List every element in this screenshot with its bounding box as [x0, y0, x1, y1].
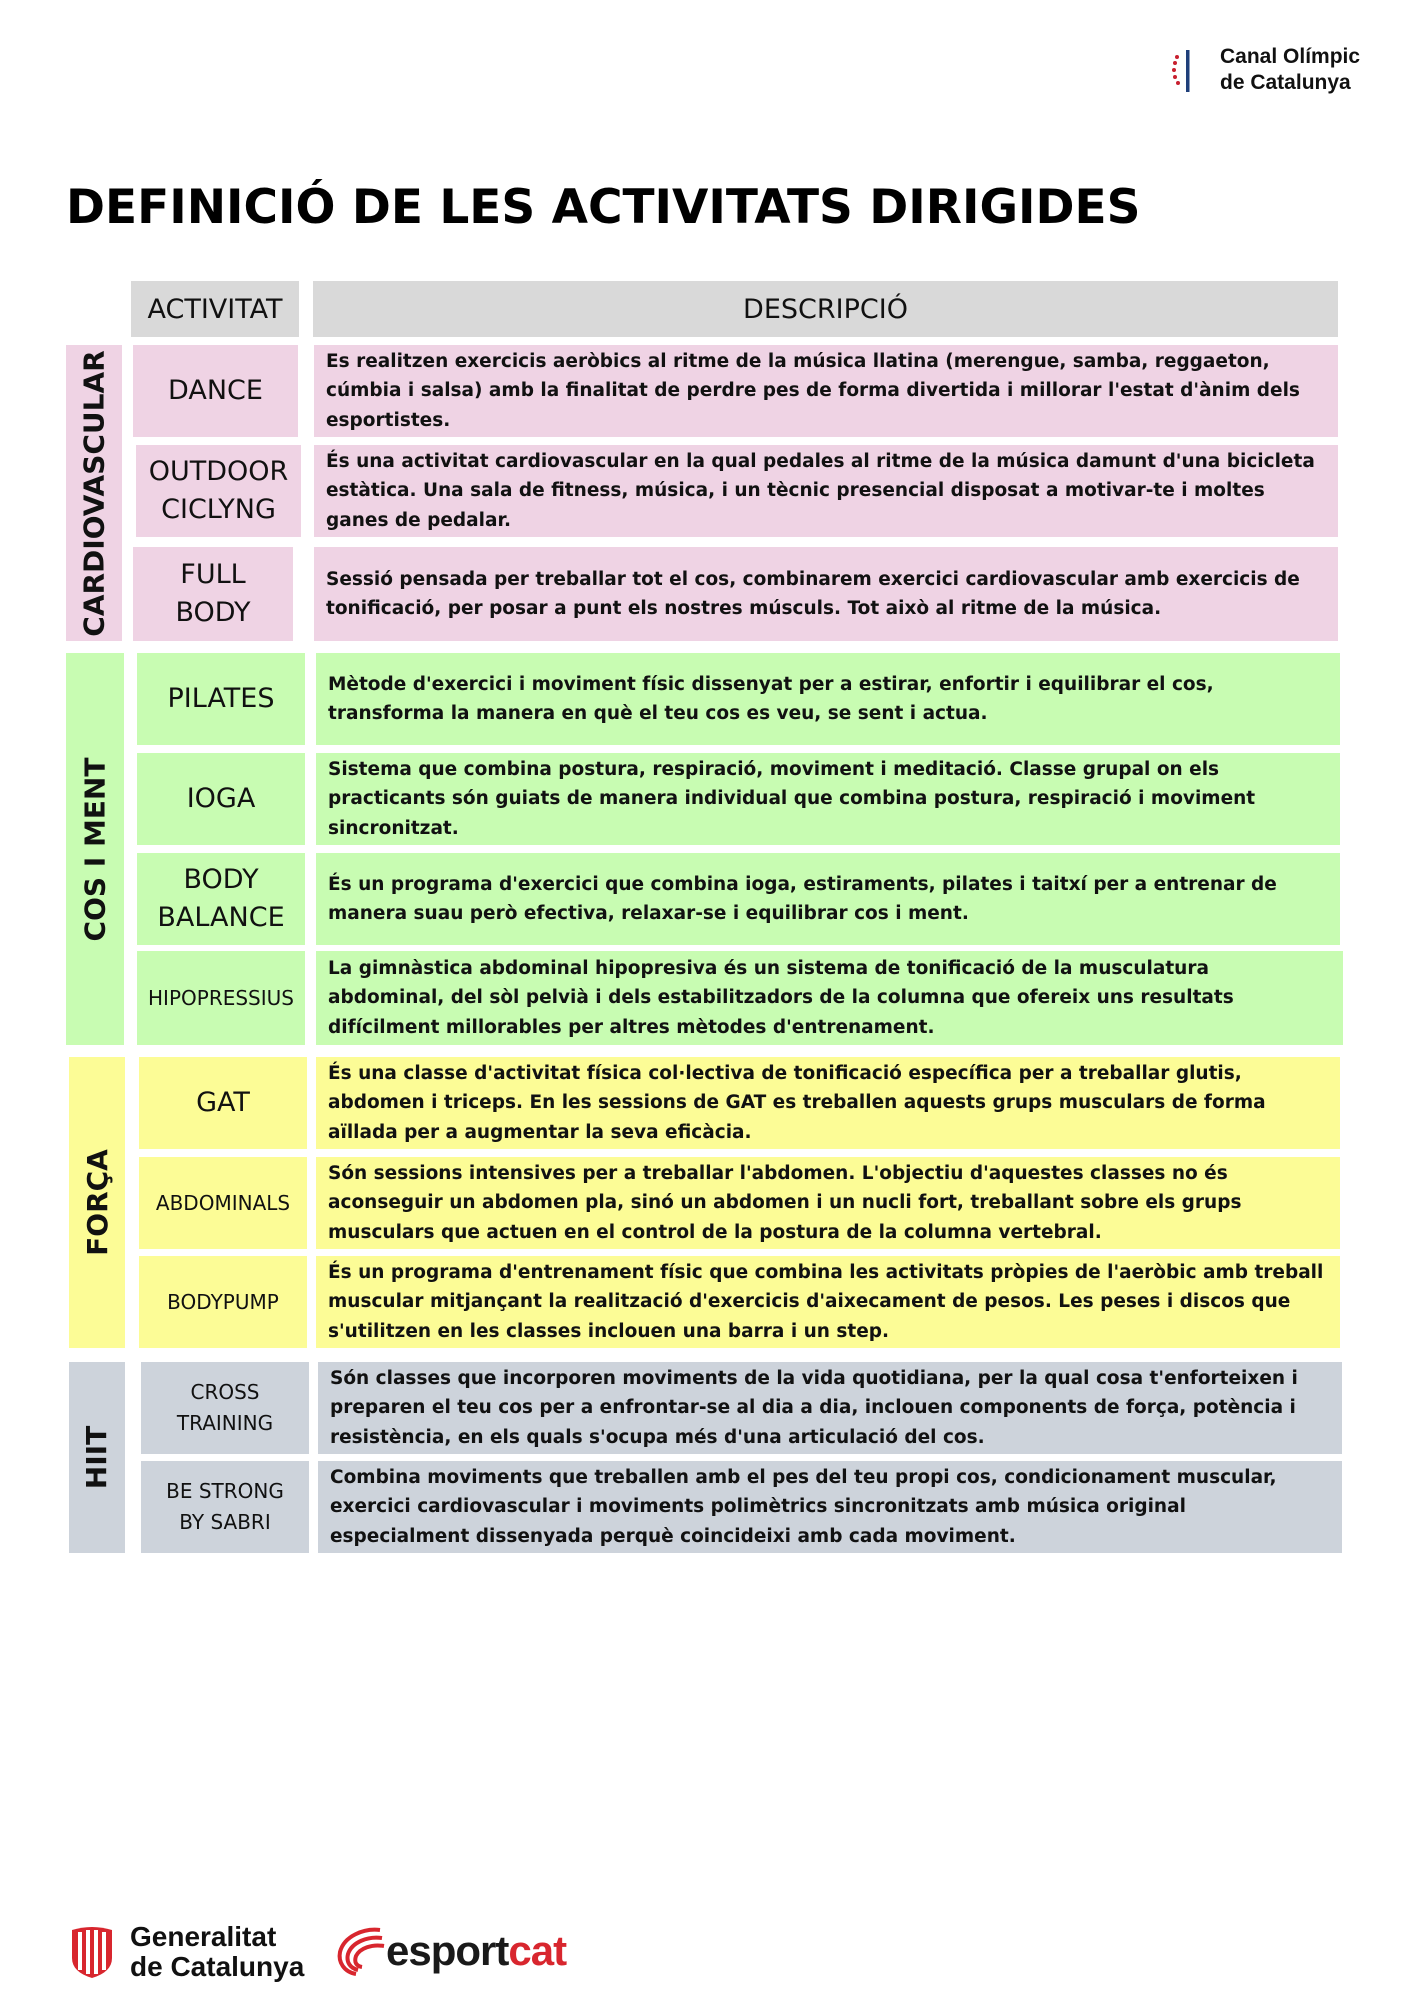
activity-cross-training: CROSS TRAINING: [141, 1362, 309, 1454]
canal-olimpic-mark-icon: [1172, 48, 1192, 94]
activity-full-body: FULL BODY: [133, 547, 293, 641]
activity-be-strong-by-sabri: BE STRONG BY SABRI: [141, 1461, 309, 1553]
canal-olimpic-logo: [1168, 42, 1368, 98]
category-label: CARDIOVASCULAR: [77, 349, 111, 637]
description-be-strong-by-sabri: Combina moviments que treballen amb el pes del teu propi cos, condicionament muscular, exercici cardiovascular i moviments polimètrics sincronitzats amb música original especialment dissenyada perquè coincideixi amb cada moviment.: [318, 1461, 1342, 1553]
generalitat-shield-icon: [68, 1924, 116, 1978]
description-dance: Es realitzen exercicis aeròbics al ritme de la música llatina (merengue, samba, reggaeton, cúmbia i salsa) amb la finalitat de perdre pes de forma divertida i millorar l'estat d'ànim dels esportistes.: [314, 345, 1338, 437]
category-cardiovascular: [66, 345, 122, 641]
activity-body-balance: BODY BALANCE: [137, 853, 305, 945]
generalitat-logo: [68, 1920, 308, 1982]
description-full-body: Sessió pensada per treballar tot el cos, combinarem exercici cardiovascular amb exercicis de tonificació, per posar a punt els nostres músculs. Tot això al ritme de la música.: [314, 547, 1338, 641]
esportcat-swoosh-icon: [334, 1926, 390, 1978]
category-label: FORÇA: [80, 1149, 114, 1256]
activity-outdoor-ciclyng: OUTDOOR CICLYNG: [136, 445, 301, 537]
generalitat-name: [130, 1922, 304, 1982]
activity-gat: GAT: [139, 1057, 307, 1149]
generalitat-line-2: de Catalunya: [130, 1951, 305, 1982]
description-ioga: Sistema que combina postura, respiració, moviment i meditació. Classe grupal on els practicants són guiats de manera individual que combina postura, respiració i moviment sincronitzat.: [316, 753, 1340, 845]
description-body-balance: És un programa d'exercici que combina ioga, estiraments, pilates i taitxí per a entrenar de manera suau però efectiva, relaxar-se i equilibrar cos i ment.: [316, 853, 1340, 945]
brand-line-2: de Catalunya: [1220, 71, 1351, 94]
header-activity: ACTIVITAT: [131, 281, 299, 337]
generalitat-line-1: Generalitat: [130, 1921, 277, 1952]
category-cos-i-ment: [66, 653, 124, 1045]
canal-olimpic-name: [1220, 44, 1360, 96]
description-hipopressius: La gimnàstica abdominal hipopresiva és un sistema de tonificació de la musculatura abdominal, del sòl pelvià i dels estabilitzadors de la columna que ofereix uns resultats difícilment millorables per altres mètodes d'entrenament.: [316, 951, 1343, 1045]
category-forca: [69, 1057, 125, 1348]
esportcat-word-cat: cat: [508, 1927, 567, 1974]
category-label: HIIT: [80, 1425, 114, 1490]
category-hiit: [69, 1362, 125, 1553]
esportcat-logo: [334, 1924, 594, 1984]
activity-abdominals: ABDOMINALS: [139, 1157, 307, 1249]
category-label: COS I MENT: [78, 757, 112, 941]
activity-pilates: PILATES: [137, 653, 305, 745]
esportcat-word-esport: esport: [386, 1927, 509, 1974]
activity-hipopressius: HIPOPRESSIUS: [137, 951, 305, 1045]
description-outdoor-ciclyng: És una activitat cardiovascular en la qual pedales al ritme de la música damunt d'una bicicleta estàtica. Una sala de fitness, música, i un tècnic presencial disposat a motivar-te i moltes ganes de pedalar.: [314, 445, 1338, 537]
description-cross-training: Són classes que incorporen moviments de la vida quotidiana, per la qual cosa t'enforteixen i preparen el teu cos per a enfrontar-se al dia a dia, inclouen components de força, potència i resistència, en els quals s'ocupa més d'una articulació del cos.: [318, 1362, 1342, 1454]
activity-dance: DANCE: [133, 345, 298, 437]
activity-ioga: IOGA: [137, 753, 305, 845]
header-description: DESCRIPCIÓ: [313, 281, 1338, 337]
activity-bodypump: BODYPUMP: [139, 1256, 307, 1348]
description-gat: És una classe d'activitat física col·lectiva de tonificació específica per a treballar glutis, abdomen i triceps. En les sessions de GAT es treballen aquests grups musculars de forma aïllada per a augmentar la seva eficàcia.: [316, 1057, 1340, 1149]
description-bodypump: És un programa d'entrenament físic que combina les activitats pròpies de l'aeròbic amb treball muscular mitjançant la realització d'exercicis d'aixecament de pesos. Les peses i discos que s'utilitzen en les classes inclouen una barra i un step.: [316, 1256, 1340, 1348]
description-abdominals: Són sessions intensives per a treballar l'abdomen. L'objectiu d'aquestes classes no és aconseguir un abdomen pla, sinó un abdomen i un nucli fort, treballant sobre els grups musculars que actuen en el control de la postura de la columna vertebral.: [316, 1157, 1340, 1249]
brand-line-1: Canal Olímpic: [1220, 45, 1361, 68]
page-title: DEFINICIÓ DE LES ACTIVITATS DIRIGIDES: [66, 180, 1141, 235]
description-pilates: Mètode d'exercici i moviment físic dissenyat per a estirar, enfortir i equilibrar el cos, transforma la manera en què el teu cos es veu, se sent i actua.: [316, 653, 1340, 745]
esportcat-wordmark: [386, 1926, 566, 1976]
